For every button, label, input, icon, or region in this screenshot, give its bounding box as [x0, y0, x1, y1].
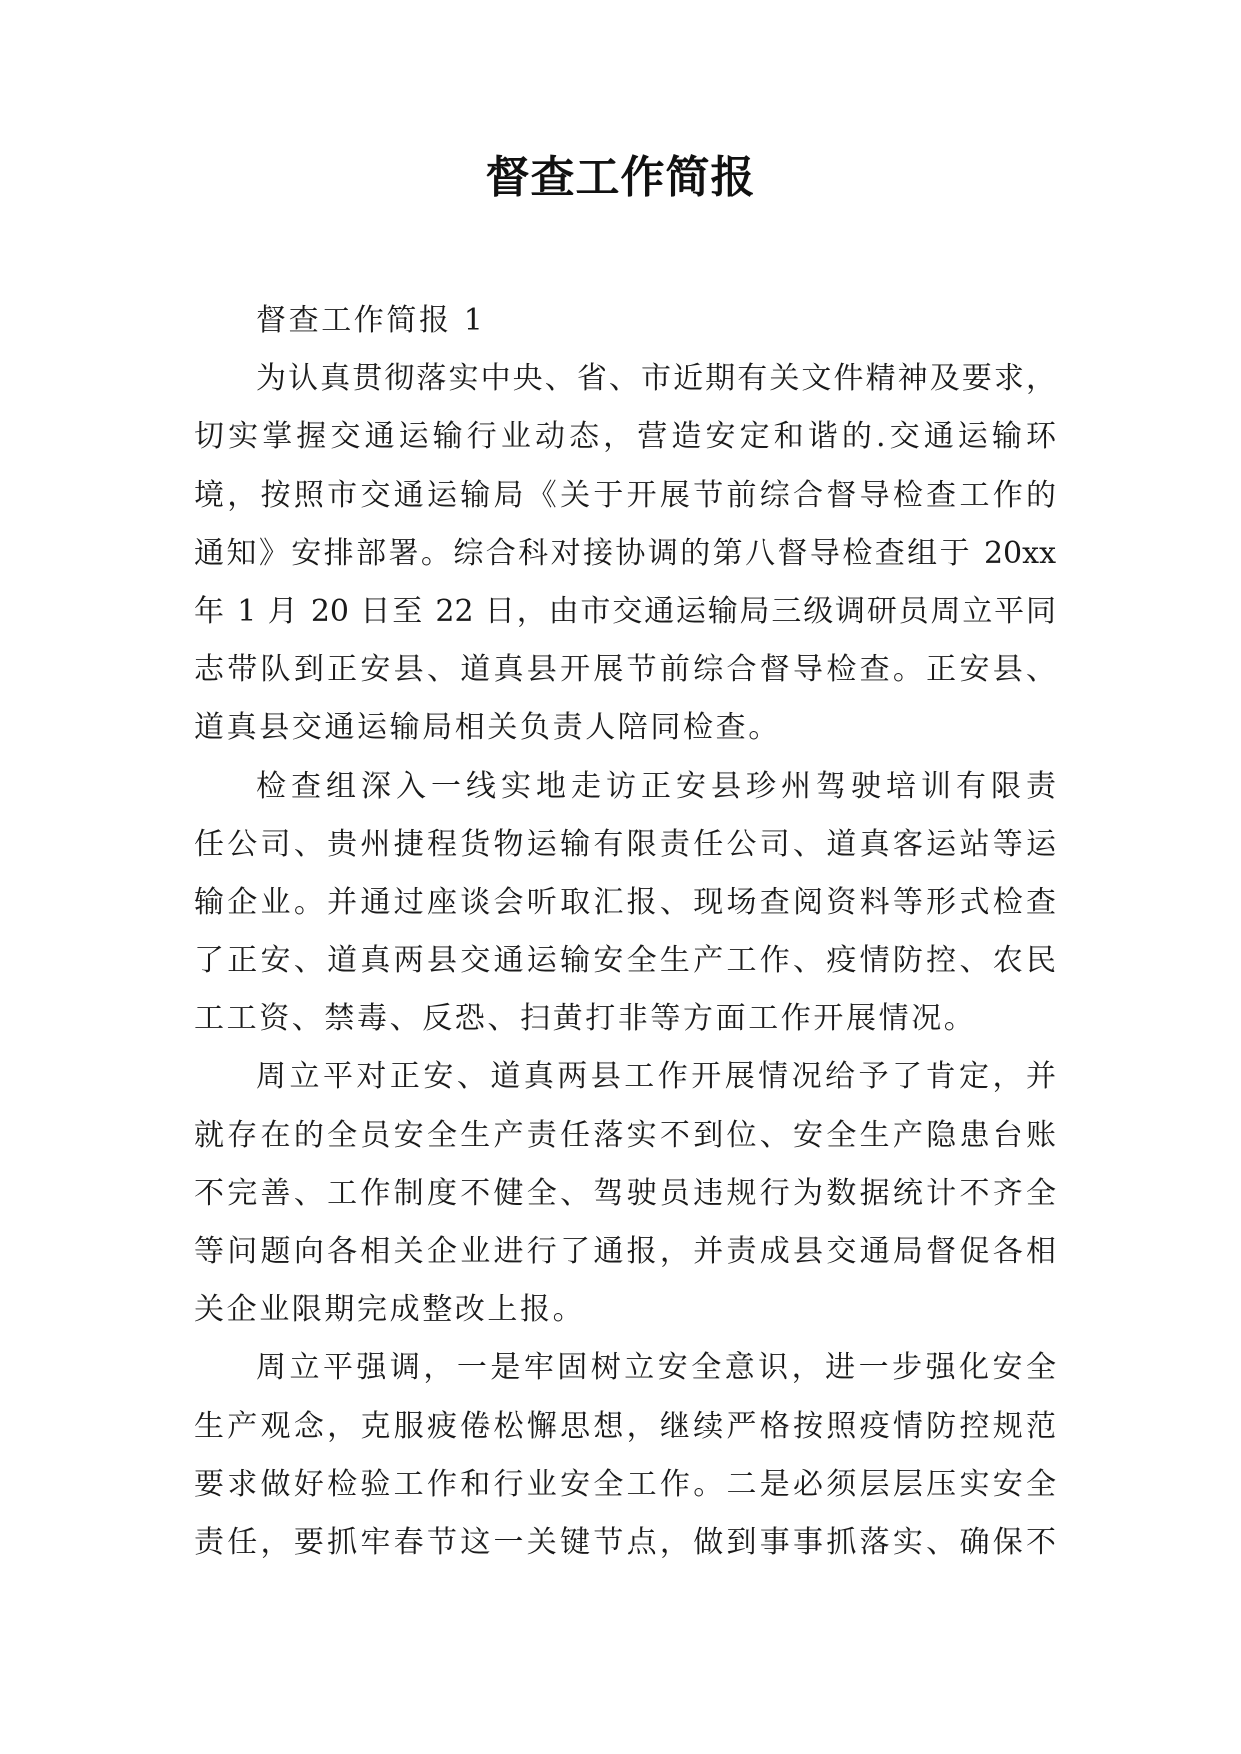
text-line: 工工资、禁毒、反恐、扫黄打非等方面工作开展情况。 [194, 1001, 977, 1037]
text-line: 周立平强调，一是牢固树立安全意识，进一步强化安全 [256, 1350, 1056, 1386]
text-line: 通知》安排部署。综合科对接协调的第八督导检查组于 20xx [194, 535, 1056, 571]
text-line: 境，按照市交通运输局《关于开展节前综合督导检查工作的 [194, 477, 1056, 513]
text-line: 就存在的全员安全生产责任落实不到位、安全生产隐患台账 [194, 1117, 1056, 1153]
text-line: 年 1 月 20 日至 22 日，由市交通运输局三级调研员周立平同 [194, 593, 1056, 629]
document-body [194, 292, 1056, 1572]
text-line: 检查组深入一线实地走访正安县珍州驾驶培训有限责 [256, 768, 1056, 804]
text-line: 输企业。并通过座谈会听取汇报、现场查阅资料等形式检查 [194, 884, 1056, 920]
text-line: 等问题向各相关企业进行了通报，并责成县交通局督促各相 [194, 1234, 1056, 1269]
text-line: 关企业限期完成整改上报。 [194, 1292, 586, 1328]
text-line: 要求做好检验工作和行业安全工作。二是必须层层压实安全 [194, 1466, 1056, 1502]
text-line: 督查工作简报 1 [256, 303, 486, 338]
text-line: 生产观念，克服疲倦松懈思想，继续严格按照疫情防控规范 [194, 1408, 1056, 1444]
text-line: 了正安、道真两县交通运输安全生产工作、疫情防控、农民 [194, 943, 1056, 979]
text-line: 责任，要抓牢春节这一关键节点，做到事事抓落实、确保不 [194, 1524, 1056, 1560]
text-line: 周立平对正安、道真两县工作开展情况给予了肯定，并 [256, 1059, 1056, 1095]
text-line: 志带队到正安县、道真县开展节前综合督导检查。正安县、 [194, 652, 1056, 688]
document-title: 督查工作简报 [485, 152, 756, 203]
text-line: 切实掌握交通运输行业动态，营造安定和谐的.交通运输环 [194, 419, 1056, 455]
text-line: 道真县交通运输局相关负责人陪同检查。 [194, 710, 781, 746]
text-line: 任公司、贵州捷程货物运输有限责任公司、道真客运站等运 [194, 826, 1056, 862]
text-line: 为认真贯彻落实中央、省、市近期有关文件精神及要求， [256, 361, 1056, 397]
text-line: 不完善、工作制度不健全、驾驶员违规行为数据统计不齐全 [194, 1175, 1056, 1211]
